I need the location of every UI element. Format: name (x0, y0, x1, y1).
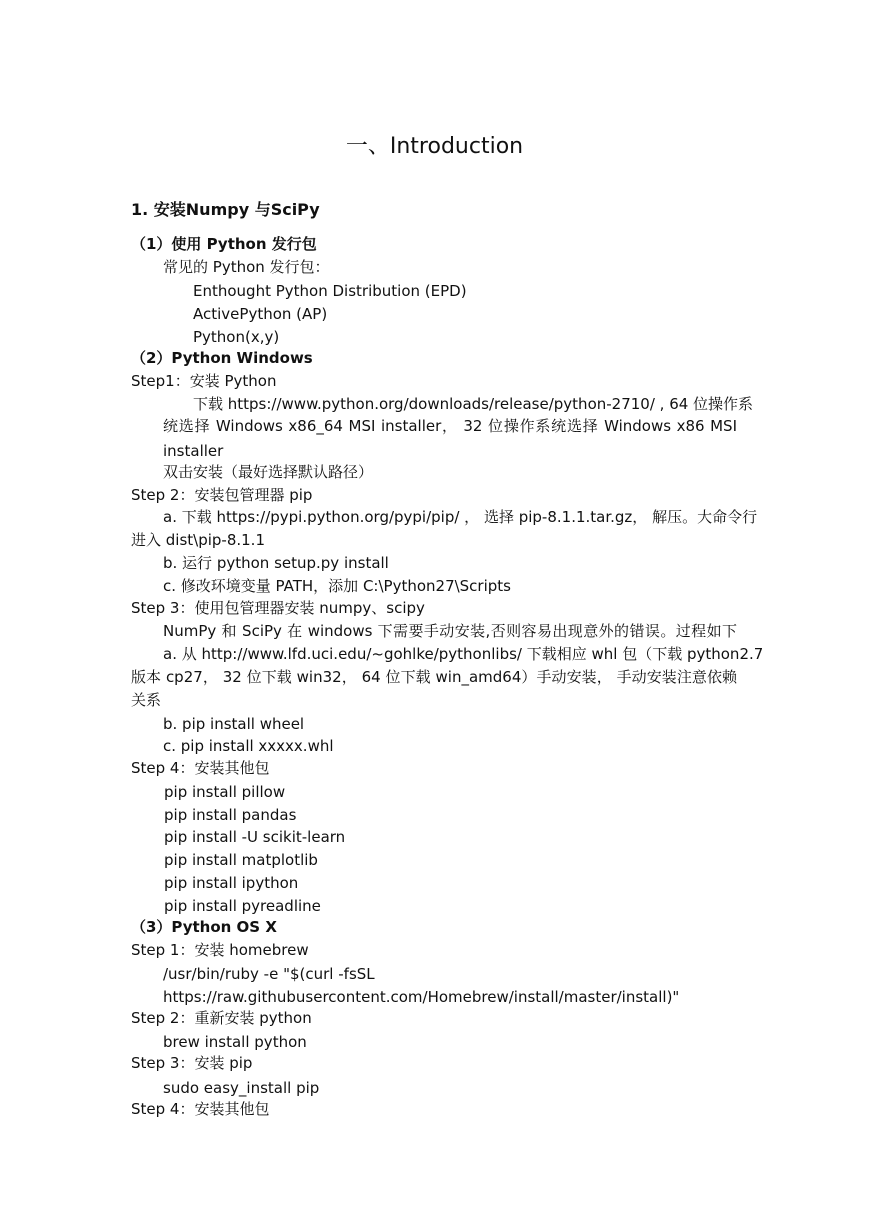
paragraph-text: 进入 dist\pip-8.1.1 (131, 531, 265, 549)
paragraph-text: b. pip install wheel (163, 715, 305, 733)
paragraph-text: a. 从 http://www.lfd.uci.edu/~gohlke/pythonlibs/ 下载相应 whl 包（下载 python2.7 (163, 645, 764, 663)
paragraph-text: 双击安装（最好选择默认路径） (163, 463, 374, 481)
paragraph-text: installer (163, 442, 224, 460)
list-item: Enthought Python Distribution (EPD) (193, 282, 467, 300)
step-heading: Step 1：安装 homebrew (131, 941, 309, 959)
command-line: pip install ipython (164, 874, 299, 892)
step-heading: Step 2：安装包管理器 pip (131, 486, 313, 504)
paragraph-text: 统选择 Windows x86_64 MSI installer， 32 位操作系统选择 Windows x86 MSI (163, 417, 737, 435)
page-title: 一、Introduction (345, 134, 524, 159)
step-heading: Step 4：安装其他包 (131, 1100, 270, 1118)
command-line: brew install python (163, 1033, 307, 1051)
subsection-heading: （1）使用 Python 发行包 (131, 235, 317, 253)
step-heading: Step 3：使用包管理器安装 numpy、scipy (131, 599, 425, 617)
command-line: pip install -U scikit-learn (164, 828, 346, 846)
step-heading: Step1：安装 Python (131, 372, 277, 390)
paragraph-text: 下载 https://www.python.org/downloads/release/python-2710/ , 64 位操作系 (193, 395, 754, 413)
step-heading: Step 4：安装其他包 (131, 759, 270, 777)
command-line: pip install pillow (164, 783, 286, 801)
command-line: sudo easy_install pip (163, 1079, 320, 1097)
step-heading: Step 2：重新安装 python (131, 1009, 312, 1027)
command-line: pip install pyreadline (164, 897, 321, 915)
paragraph-text: NumPy 和 SciPy 在 windows 下需要手动安装,否则容易出现意外的错误。过程如下 (163, 622, 737, 640)
command-line: pip install pandas (164, 806, 297, 824)
list-item: ActivePython (AP) (193, 305, 328, 323)
command-line: /usr/bin/ruby -e "$(curl -fsSL (163, 965, 375, 983)
section-heading: 1. 安装Numpy 与SciPy (131, 200, 320, 219)
subsection-heading: （3）Python OS X (131, 918, 277, 936)
paragraph-text: a. 下载 https://pypi.python.org/pypi/pip/ ， 选择 pip-8.1.1.tar.gz， 解压。大命令行 (163, 508, 758, 526)
command-line: pip install matplotlib (164, 851, 318, 869)
paragraph-text: 常见的 Python 发行包： (163, 258, 330, 276)
paragraph-text: 关系 (131, 691, 162, 709)
paragraph-text: c. 修改环境变量 PATH，添加 C:\Python27\Scripts (163, 577, 511, 595)
paragraph-text: b. 运行 python setup.py install (163, 554, 389, 572)
command-line: https://raw.githubusercontent.com/Homebrew/install/master/install)" (163, 988, 680, 1006)
paragraph-text: 版本 cp27， 32 位下载 win32， 64 位下载 win_amd64）手动安装， 手动安装注意依赖 (131, 668, 737, 686)
step-heading: Step 3：安装 pip (131, 1054, 253, 1072)
list-item: Python(x,y) (193, 328, 280, 346)
paragraph-text: c. pip install xxxxx.whl (163, 737, 334, 755)
subsection-heading: （2）Python Windows (131, 349, 313, 367)
